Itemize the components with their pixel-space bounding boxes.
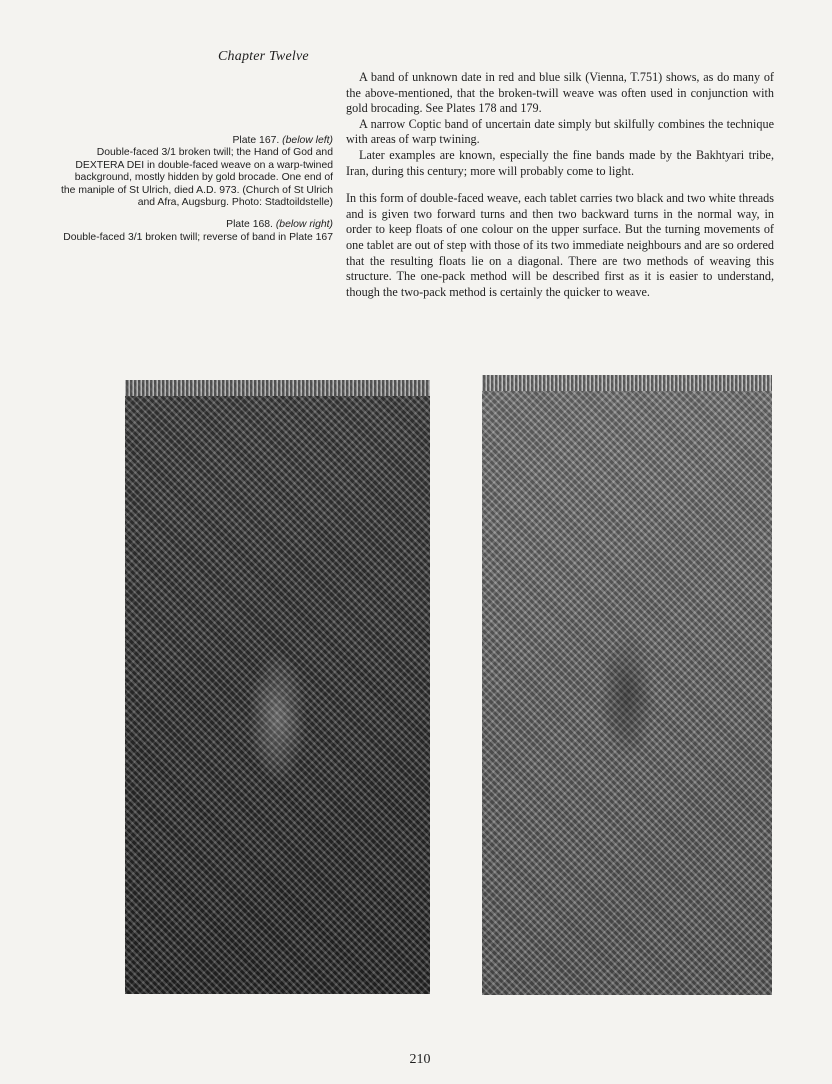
plate-position: (below left): [282, 135, 333, 146]
fringe: [125, 380, 430, 396]
caption-plate-167: [60, 135, 333, 209]
page-number: 210: [409, 1052, 431, 1067]
caption-plate-168: [60, 219, 333, 244]
body-text: [346, 70, 774, 300]
paragraph: In this form of double-faced weave, each tablet carries two black and two white threads and is given two forward turns and then two backward turns in the normal way, in order to keep floats of one colour on the upper surface. But the turning movements of one tablet are out of step with those of its two immediate neighbours and are so ordered that the resulting floats lie on a diagonal. There are two methods of weaving this structure. The one-pack method will be described first as it is easier to understand, though the two-pack method is certainly the quicker to weave.: [346, 191, 774, 299]
plate-label: Plate 168.: [226, 219, 273, 231]
caption-text: Double-faced 3/1 broken twill; reverse of band in Plate 167: [63, 231, 333, 243]
plate-167-photo: [125, 380, 430, 994]
paragraph: A narrow Coptic band of uncertain date simply but skilfully combines the technique with areas of warp twining.: [346, 116, 774, 147]
plate-168-photo: [482, 375, 772, 995]
plate-position: (below right): [275, 219, 333, 231]
fringe: [482, 375, 772, 391]
paragraph: Later examples are known, especially the fine bands made by the Bakhtyari tribe, Iran, during this century; more will probably come to light.: [346, 147, 774, 178]
caption-text: Double-faced 3/1 broken twill; the Hand of God and DEXTERA DEI in double-faced weave on a warp-twined background, mostly hidden by gold brocade. One end of the maniple of St Ulrich, died A.D. 973. (Church of St Ulrich and Afra, Augsburg. Photo: Stadtoildstelle): [60, 147, 333, 209]
running-head: Chapter Twelve: [218, 49, 309, 64]
plate-label: Plate 167.: [232, 135, 280, 146]
paragraph: A band of unknown date in red and blue silk (Vienna, T.751) shows, as do many of the above-mentioned, that the broken-twill weave was often used in conjunction with gold brocading. See Plates 178 and 179.: [346, 70, 774, 116]
captions: [60, 135, 333, 254]
